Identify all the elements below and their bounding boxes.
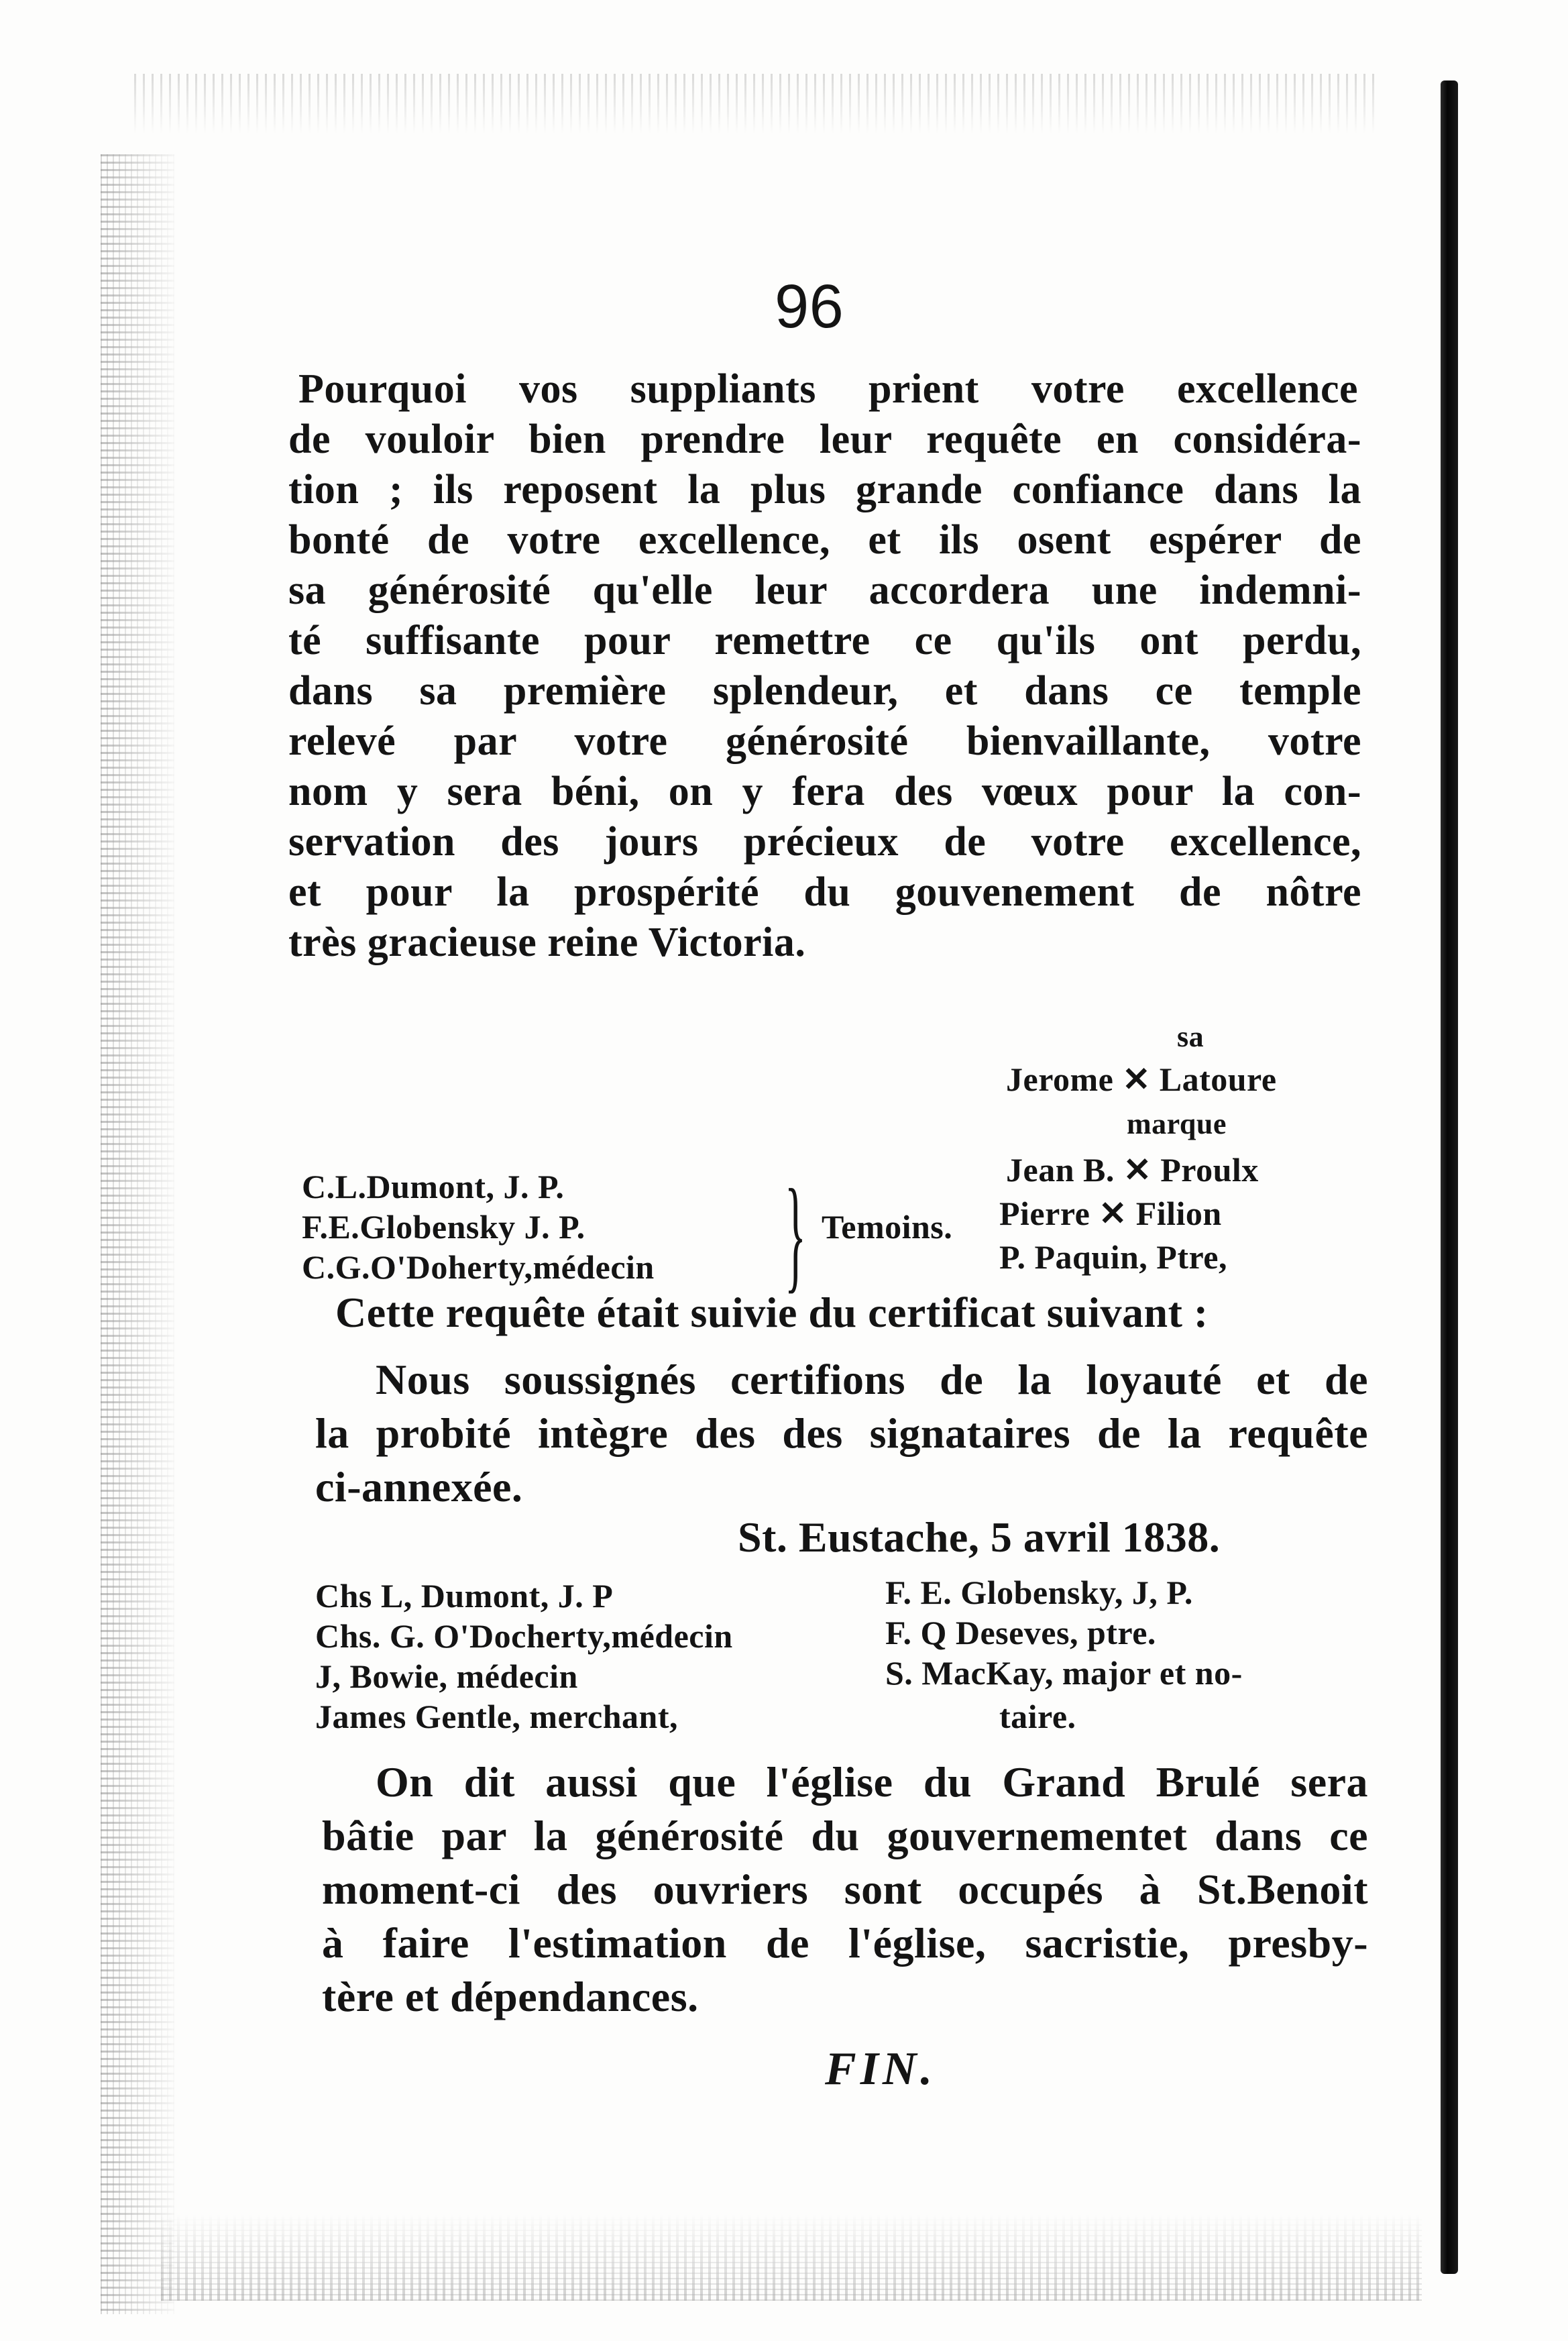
witness: F.E.Globensky J. P. xyxy=(302,1208,585,1246)
signer-left: J, Bowie, médecin xyxy=(315,1657,578,1695)
signer-right: S. MacKay, major et no- xyxy=(885,1654,1243,1692)
page-edge-left xyxy=(101,154,174,2314)
paragraph-line: de vouloir bien prendre leur requête en considéra- xyxy=(288,417,1361,462)
paragraph-line: Pourquoi vos suppliants prient votre excellence xyxy=(298,366,1358,412)
paragraph-line: dans sa première splendeur, et dans ce temple xyxy=(288,668,1361,714)
paragraph-line: bâtie par la générosité du gouvernementet dans ce xyxy=(322,1812,1368,1859)
paragraph-line: servation des jours précieux de votre excellence, xyxy=(288,819,1361,865)
fin-mark: FIN. xyxy=(825,2043,936,2095)
page-edge-top xyxy=(134,74,1375,134)
paragraph-line: On dit aussi que l'église du Grand Brulé sera xyxy=(376,1758,1368,1806)
signer-right: taire. xyxy=(999,1698,1076,1735)
signature-paquin: P. Paquin, Ptre, xyxy=(999,1238,1227,1276)
brace-glyph: } xyxy=(785,1164,806,1305)
paragraph-line: bonté de votre excellence, et ils osent espérer de xyxy=(288,517,1361,563)
paragraph-line: nom y sera béni, on y fera des vœux pour la con- xyxy=(288,769,1361,814)
signature-pierre: Pierre ✕ Filion xyxy=(999,1195,1222,1232)
place-date: St. Eustache, 5 avril 1838. xyxy=(738,1513,1221,1561)
signature-jean: Jean B. ✕ Proulx xyxy=(1006,1151,1259,1189)
paragraph-line: et pour la prospérité du gouvenement de nôtre xyxy=(288,869,1361,915)
paragraph-line: très gracieuse reine Victoria. xyxy=(288,920,806,965)
temoins-label: Temoins. xyxy=(822,1208,953,1246)
signer-right: F. Q Deseves, ptre. xyxy=(885,1614,1156,1651)
paragraph-line: ci-annexée. xyxy=(315,1463,523,1511)
paragraph-line: relevé par votre générosité bienvaillante, votre xyxy=(288,718,1361,764)
witness: C.G.O'Doherty,médecin xyxy=(302,1248,655,1286)
witness: C.L.Dumont, J. P. xyxy=(302,1168,565,1205)
binding-rule xyxy=(1441,80,1458,2274)
paragraph-line: à faire l'estimation de l'église, sacristie, presby- xyxy=(322,1919,1368,1967)
signer-left: Chs. G. O'Docherty,médecin xyxy=(315,1617,733,1655)
page-number: 96 xyxy=(775,272,844,341)
page-edge-bottom xyxy=(161,2214,1422,2301)
certificate-intro: Cette requête était suivie du certificat suivant : xyxy=(335,1289,1209,1336)
marque-label: marque xyxy=(1127,1107,1227,1140)
paragraph-line: moment-ci des ouvriers sont occupés à St.Benoit xyxy=(322,1865,1368,1913)
paragraph-line: té suffisante pour remettre ce qu'ils ont perdu, xyxy=(288,618,1361,663)
paragraph-line: la probité intègre des des signataires de la requête xyxy=(315,1409,1368,1457)
paragraph-line: Nous soussignés certifions de la loyauté et de xyxy=(376,1356,1368,1403)
signer-left: James Gentle, merchant, xyxy=(315,1698,679,1735)
signer-left: Chs L, Dumont, J. P xyxy=(315,1577,614,1615)
paragraph-line: sa générosité qu'elle leur accordera une indemni- xyxy=(288,567,1361,613)
paragraph-line: tère et dépendances. xyxy=(322,1973,699,2020)
signature-jerome: Jerome ✕ Latoure xyxy=(1006,1060,1277,1098)
paragraph-line: tion ; ils reposent la plus grande confiance dans la xyxy=(288,467,1361,512)
signer-right: F. E. Globensky, J, P. xyxy=(885,1574,1193,1611)
sa-label: sa xyxy=(1177,1020,1205,1053)
